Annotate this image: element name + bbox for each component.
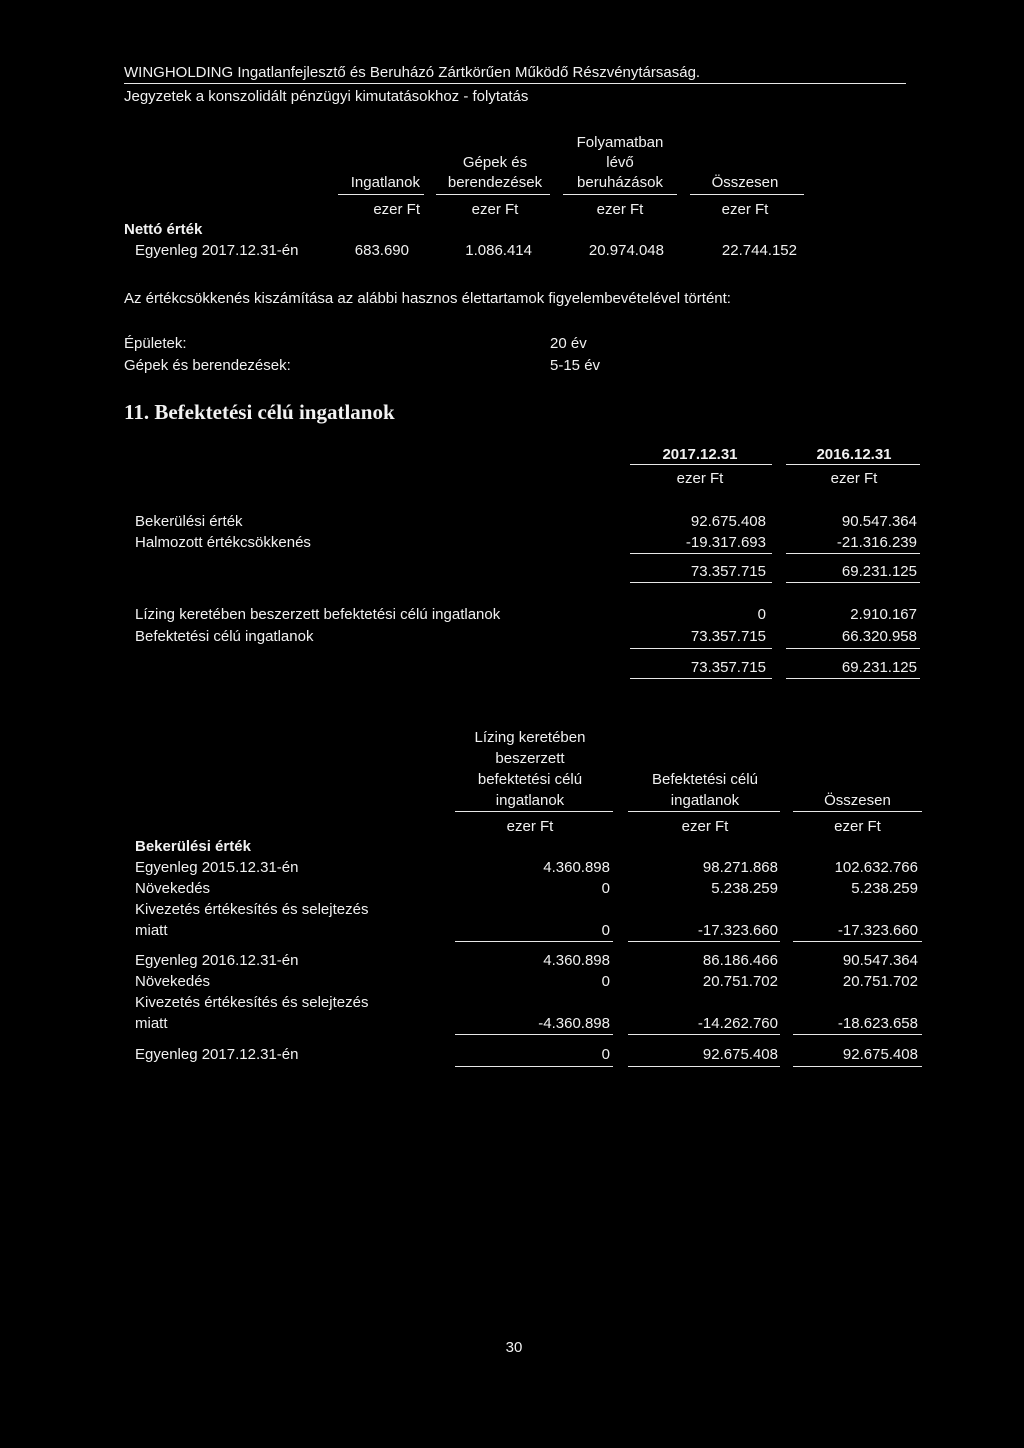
s11-row-label: Lízing keretében beszerzett befektetési célú ingatlanok — [135, 606, 501, 623]
mv-row-v3: 92.675.408 — [842, 1046, 918, 1063]
mv-row-label-cont: miatt — [135, 922, 168, 939]
net-header-rule-4 — [690, 194, 804, 195]
s11-row-v1: 92.675.408 — [690, 513, 766, 530]
mv-row-v1: 4.360.898 — [543, 859, 610, 876]
mv-row-label-cont: miatt — [135, 1015, 168, 1032]
depreciation-intro: Az értékcsökkenés kiszámítása az alábbi hasznos élettartamok figyelembevételével történt: — [124, 290, 731, 307]
mv-row-v3: 20.751.702 — [842, 973, 918, 990]
mv-row-label: Növekedés — [135, 880, 211, 897]
mv-total-rule-2 — [628, 1066, 780, 1067]
mv-row-label: Kivezetés értékesítés és selejtezés — [135, 994, 369, 1011]
s11-subtotal-rule-2 — [786, 582, 920, 583]
s11-sum-rule-3 — [630, 648, 772, 649]
net-col1-header: Ingatlanok — [350, 174, 420, 191]
net-value-2: 1.086.414 — [465, 242, 532, 259]
net-header-rule-3 — [563, 194, 677, 195]
net-col3-line2: lévő — [606, 154, 634, 171]
header-rule — [124, 83, 906, 84]
mv-row-v3: 90.547.364 — [842, 952, 918, 969]
mv-row-label: Egyenleg 2016.12.31-én — [135, 952, 299, 969]
mv-row-v2: 20.751.702 — [702, 973, 778, 990]
machines-value: 5-15 év — [550, 357, 601, 374]
page-number: 30 — [505, 1339, 523, 1356]
mv-header-rule-3 — [793, 811, 922, 812]
mv-row-v3: -18.623.658 — [837, 1015, 918, 1032]
mv-row-v1: 0 — [601, 973, 610, 990]
mv-col1-line1: Lízing keretében — [474, 729, 586, 746]
mv-sum-rule-1 — [455, 941, 613, 942]
machines-label: Gépek és berendezések: — [124, 357, 291, 374]
mv-row-v3: 102.632.766 — [834, 859, 918, 876]
s11-header-rule-1 — [630, 464, 772, 465]
net-col2-line1: Gépek és — [462, 154, 528, 171]
mv-row-label: Kivezetés értékesítés és selejtezés — [135, 901, 369, 918]
s11-col1-header: 2017.12.31 — [662, 446, 738, 463]
mv-sum-rule-2 — [628, 941, 780, 942]
s11-header-rule-2 — [786, 464, 920, 465]
section-title: 11. Befektetési célú ingatlanok — [124, 400, 395, 424]
mv-col2-line2: ingatlanok — [670, 792, 740, 809]
mv-col3-header: Összesen — [824, 792, 891, 809]
net-value-4: 22.744.152 — [721, 242, 797, 259]
mv-section-title: Bekerülési érték — [135, 838, 251, 855]
net-unit-4: ezer Ft — [721, 201, 769, 218]
s11-row-v2: 66.320.958 — [841, 628, 917, 645]
mv-row-label: Egyenleg 2015.12.31-én — [135, 859, 299, 876]
mv-header-rule-2 — [628, 811, 780, 812]
s11-subtotal-v1: 73.357.715 — [690, 563, 766, 580]
mv-row-label: Egyenleg 2017.12.31-én — [135, 1046, 299, 1063]
net-unit-1: ezer Ft — [373, 201, 420, 218]
s11-unit-2: ezer Ft — [830, 470, 878, 487]
net-col4-header: Összesen — [711, 174, 779, 191]
net-unit-3: ezer Ft — [596, 201, 644, 218]
mv-row-v2: 98.271.868 — [702, 859, 778, 876]
s11-total-rule-2 — [786, 678, 920, 679]
mv-row-v3: 5.238.259 — [851, 880, 918, 897]
buildings-label: Épületek: — [124, 335, 187, 352]
s11-row-v1: -19.317.693 — [685, 534, 766, 551]
mv-sum-rule-4 — [455, 1034, 613, 1035]
s11-row-v2: 90.547.364 — [841, 513, 917, 530]
mv-row-v2: 92.675.408 — [702, 1046, 778, 1063]
s11-sum-rule-4 — [786, 648, 920, 649]
s11-total-v2: 69.231.125 — [841, 659, 917, 676]
net-value-1: 683.690 — [354, 242, 409, 259]
mv-total-rule-3 — [793, 1066, 922, 1067]
s11-row-label: Halmozott értékcsökkenés — [135, 534, 311, 551]
mv-row-label: Növekedés — [135, 973, 211, 990]
mv-col1-line4: ingatlanok — [495, 792, 565, 809]
s11-row-v1: 73.357.715 — [690, 628, 766, 645]
net-col3-line1: Folyamatban — [576, 134, 664, 151]
s11-sum-rule-1 — [630, 553, 772, 554]
mv-col1-line3: befektetési célú — [477, 771, 583, 788]
mv-sum-rule-6 — [793, 1034, 922, 1035]
net-col2-line2: berendezések — [447, 174, 543, 191]
mv-row-v3: -17.323.660 — [837, 922, 918, 939]
mv-header-rule-1 — [455, 811, 613, 812]
mv-row-v1: 0 — [601, 922, 610, 939]
s11-unit-1: ezer Ft — [676, 470, 724, 487]
net-unit-2: ezer Ft — [471, 201, 519, 218]
net-header-rule-1 — [338, 194, 424, 195]
net-value-3: 20.974.048 — [588, 242, 664, 259]
mv-row-v1: 4.360.898 — [543, 952, 610, 969]
mv-row-v1: -4.360.898 — [538, 1015, 610, 1032]
mv-sum-rule-5 — [628, 1034, 780, 1035]
mv-unit-2: ezer Ft — [681, 818, 729, 835]
mv-row-v2: -17.323.660 — [697, 922, 778, 939]
mv-row-v2: 5.238.259 — [711, 880, 778, 897]
company-name: WINGHOLDING Ingatlanfejlesztő és Beruházó Zártkörűen Működő Részvénytársaság. — [124, 64, 701, 81]
mv-row-v1: 0 — [601, 1046, 610, 1063]
s11-total-v1: 73.357.715 — [690, 659, 766, 676]
header-subtitle: Jegyzetek a konszolidált pénzügyi kimutatásokhoz - folytatás — [124, 88, 529, 105]
mv-sum-rule-3 — [793, 941, 922, 942]
mv-unit-1: ezer Ft — [506, 818, 554, 835]
s11-col2-header: 2016.12.31 — [816, 446, 892, 463]
net-header-rule-2 — [436, 194, 550, 195]
net-col3-line3: beruházások — [577, 174, 663, 191]
buildings-value: 20 év — [550, 335, 587, 352]
mv-col2-line1: Befektetési célú — [652, 771, 758, 788]
mv-col1-line2: beszerzett — [495, 750, 565, 767]
mv-row-v2: -14.262.760 — [697, 1015, 778, 1032]
s11-total-rule-1 — [630, 678, 772, 679]
net-section-title: Nettó érték — [124, 221, 203, 238]
s11-sum-rule-2 — [786, 553, 920, 554]
s11-row-v1: 0 — [757, 606, 766, 623]
s11-row-label: Befektetési célú ingatlanok — [135, 628, 314, 645]
s11-row-v2: -21.316.239 — [836, 534, 917, 551]
mv-row-v2: 86.186.466 — [702, 952, 778, 969]
mv-unit-3: ezer Ft — [834, 818, 881, 835]
s11-subtotal-v2: 69.231.125 — [841, 563, 917, 580]
mv-row-v1: 0 — [601, 880, 610, 897]
net-row-label: Egyenleg 2017.12.31-én — [135, 242, 299, 259]
s11-row-v2: 2.910.167 — [850, 606, 917, 623]
s11-row-label: Bekerülési érték — [135, 513, 243, 530]
mv-total-rule-1 — [455, 1066, 613, 1067]
s11-subtotal-rule-1 — [630, 582, 772, 583]
